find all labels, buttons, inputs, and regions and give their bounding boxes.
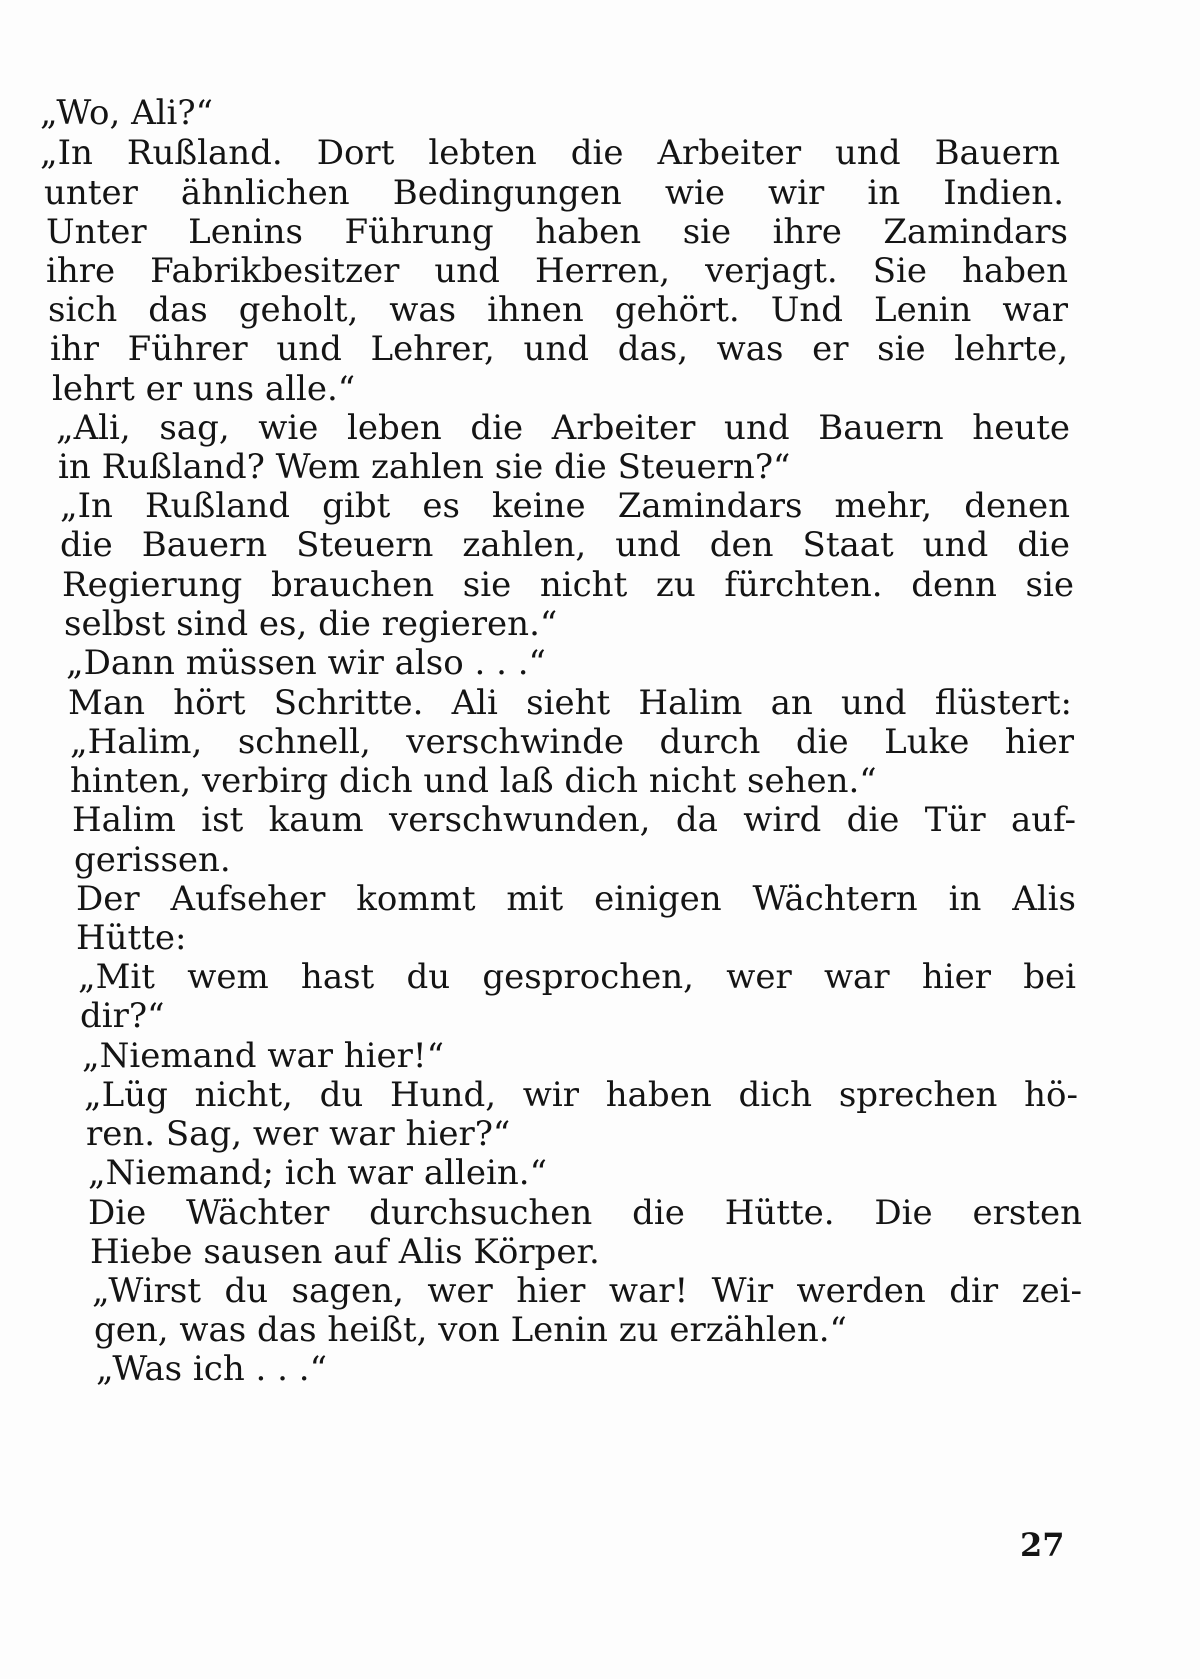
text-line: „In Rußland. Dort lebten die Arbeiter und Bauern [40,133,1060,173]
text-line: dir?“ [80,996,165,1036]
text-line: gen, was das heißt, von Lenin zu erzählen.“ [94,1310,847,1350]
text-line: unter ähnlichen Bedingungen wie wir in Indien. [44,173,1064,213]
text-line: „Ali, sag, wie leben die Arbeiter und Bauern heute [56,408,1070,448]
text-line: Regierung brauchen sie nicht zu fürchten. denn sie [62,565,1074,605]
text-line: „Lüg nicht, du Hund, wir haben dich sprechen hö- [84,1075,1078,1115]
text-line: „Dann müssen wir also . . .“ [66,643,546,683]
text-line: Man hört Schritte. Ali sieht Halim an und flüstert: [68,683,1072,723]
text-line: „Wirst du sagen, wer hier war! Wir werden dir zei- [92,1271,1082,1311]
text-line: Die Wächter durchsuchen die Hütte. Die ersten [88,1193,1082,1233]
text-line: „Halim, schnell, verschwinde durch die Luke hier [70,722,1074,762]
text-line: selbst sind es, die regieren.“ [64,604,558,644]
text-line: ihre Fabrikbesitzer und Herren, verjagt. Sie haben [46,251,1068,291]
text-line: gerissen. [74,840,231,880]
text-line: „Niemand; ich war allein.“ [88,1153,547,1193]
text-line: Unter Lenins Führung haben sie ihre Zamindars [46,212,1068,252]
text-line: Der Aufseher kommt mit einigen Wächtern in Alis [76,879,1076,919]
text-line: hinten, verbirg dich und laß dich nicht sehen.“ [70,761,877,801]
page-number: 27 [1020,1526,1065,1564]
text-line: „Mit wem hast du gesprochen, wer war hier bei [78,957,1076,997]
text-line: in Rußland? Wem zahlen sie die Steuern?“ [58,447,791,487]
text-line: Hiebe sausen auf Alis Körper. [90,1232,600,1272]
text-line: Halim ist kaum verschwunden, da wird die Tür auf- [72,800,1076,840]
text-line: Hütte: [76,918,187,958]
text-line: „Wo, Ali?“ [40,93,214,133]
text-line: lehrt er uns alle.“ [52,369,356,409]
text-line: „Niemand war hier!“ [82,1036,444,1076]
text-line: die Bauern Steuern zahlen, und den Staat und die [60,525,1070,565]
text-line: „Was ich . . .“ [96,1349,327,1389]
text-line: ren. Sag, wer war hier?“ [86,1114,511,1154]
text-line: „In Rußland gibt es keine Zamindars mehr, denen [60,486,1070,526]
text-line: ihr Führer und Lehrer, und das, was er sie lehrte, [50,329,1068,369]
text-line: sich das geholt, was ihnen gehört. Und Lenin war [48,290,1068,330]
